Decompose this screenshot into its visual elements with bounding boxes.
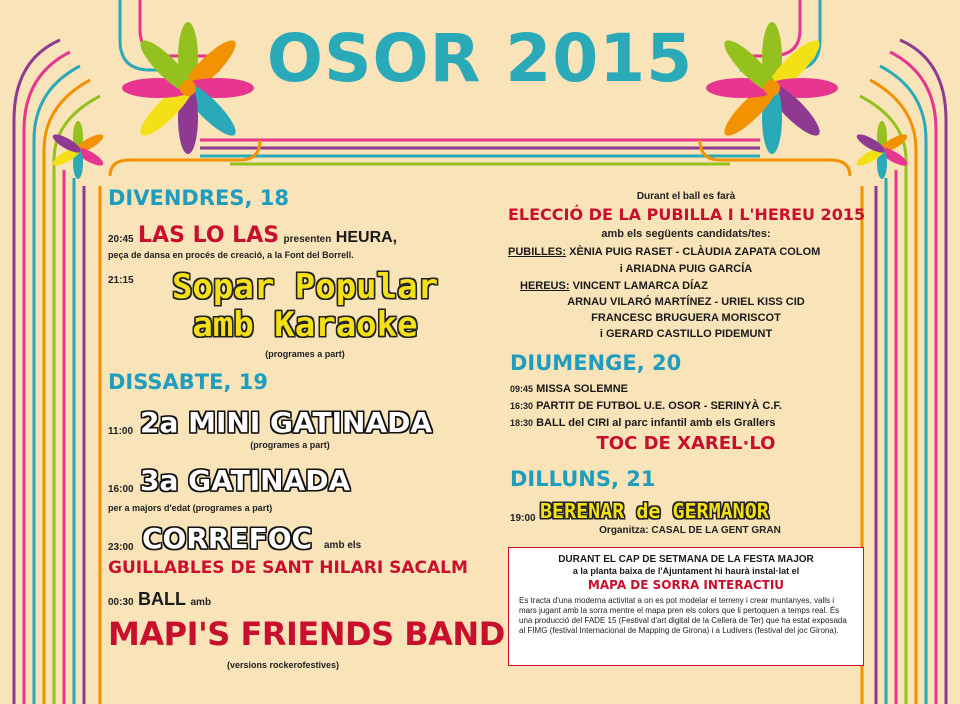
event-org: Organitza: CASAL DE LA GENT GRAN	[599, 525, 781, 536]
info-title: MAPA DE SORRA INTERACTIU	[587, 578, 785, 592]
event-sopar-line1: Sopar Popular	[171, 267, 439, 307]
hereus-line1: HEREUS: VINCENT LAMARCA DÍAZ	[520, 280, 708, 292]
event-mini-gatinada: 2a MINI GATINADA	[140, 406, 433, 439]
event-gatinada: 3a GATINADA	[140, 464, 351, 497]
event-group: GUILLABLES DE SANT HILARI SACALM	[108, 558, 468, 578]
info-box	[508, 547, 864, 666]
event-friday-1: 20:45 LAS LO LAS presenten HEURA,	[108, 223, 398, 248]
event-name: LAS LO LAS	[138, 223, 280, 248]
event-connector: amb	[190, 597, 212, 608]
election-intro: Durant el ball es farà	[636, 191, 736, 202]
event-note: peça de dansa en procés de creació, a la Font del Borrell.	[108, 250, 354, 260]
pubilles-label: PUBILLES:	[508, 246, 567, 258]
event-saturday-4	[108, 589, 211, 610]
hereus-line3: FRANCESC BRUGUERA MORISCOT	[591, 312, 781, 324]
event-berenar: BERENAR de GERMANOR	[540, 499, 769, 523]
event-time: 18:30	[510, 418, 534, 428]
event-sunday-1: 09:45 MISSA SOLEMNE	[510, 383, 628, 395]
pubilles-line2: i ARIADNA PUIG GARCÍA	[619, 263, 753, 275]
hereus-line4: i GERARD CASTILLO PIDEMUNT	[599, 328, 773, 340]
info-body: Es tracta d'una moderna activitat a on es pot modelar el terreny i crear muntanyes, valls i mars jugant amb la sorra mentre el mapa pren els colors que li pertoquen a temps real. És una producció del FADE 15 (Festival d'art digital de la Cellera de Ter) que ha estat exposada al FIMG (festival Internacional de Mapping de Girona) i a Ludivers (festival del joc Girona).	[519, 596, 847, 635]
day-heading-friday: DIVENDRES, 18	[108, 186, 290, 210]
event-time: 09:45	[510, 384, 534, 394]
event-time: 00:30	[108, 597, 134, 608]
event-time: 23:00	[108, 542, 134, 553]
day-heading-monday: DILLUNS, 21	[510, 467, 656, 491]
event-note: (versions rockerofestives)	[226, 660, 340, 670]
info-line2: a la planta baixa de l'Ajuntament hi haurà instal·lat el	[572, 566, 800, 576]
event-time: 21:15	[108, 275, 134, 286]
pubilles-line1: PUBILLES: XÈNIA PUIG RASET - CLÀUDIA ZAPATA COLOM	[508, 246, 821, 258]
info-line1: DURANT EL CAP DE SETMANA DE LA FESTA MAJOR	[558, 554, 814, 565]
event-time: 16:00	[108, 484, 134, 495]
event-band: MAPI'S FRIENDS BAND	[108, 615, 505, 653]
event-name: BALL	[138, 589, 187, 609]
event-note: (programes a part)	[265, 349, 345, 359]
event-sunday-3: 18:30 BALL del CIRI al parc infantil amb els Grallers	[510, 417, 776, 429]
day-heading-sunday: DIUMENGE, 20	[510, 351, 682, 375]
event-show: HEURA	[335, 229, 393, 246]
event-note: per a majors d'edat (programes a part)	[108, 503, 273, 513]
event-time: 16:30	[510, 401, 534, 411]
page-title: OSOR 2015	[266, 20, 694, 97]
event-note: (programes a part)	[250, 440, 330, 450]
event-connector: presenten	[283, 234, 332, 245]
event-time: 19:00	[510, 513, 536, 524]
event-toc-de-xarel-lo: TOC DE XAREL·LO	[596, 433, 776, 454]
event-correfoc: CORREFOC	[142, 522, 313, 555]
event-connector: amb els	[324, 540, 362, 551]
hereus-label: HEREUS:	[520, 280, 570, 292]
event-sunday-2: 16:30 PARTIT DE FUTBOL U.E. OSOR - SERINYÀ C.F.	[510, 400, 782, 412]
event-time: 11:00	[108, 426, 134, 437]
hereus-line2: ARNAU VILARÓ MARTÍNEZ - URIEL KISS CID	[567, 296, 805, 308]
election-title: ELECCIÓ DE LA PUBILLA I L'HEREU 2015	[508, 205, 866, 224]
event-sopar-line2: amb Karaoke	[192, 305, 418, 345]
election-sub: amb els següents candidats/tes:	[601, 228, 771, 240]
event-time: 20:45	[108, 234, 134, 245]
day-heading-saturday: DISSABTE, 19	[108, 370, 268, 394]
